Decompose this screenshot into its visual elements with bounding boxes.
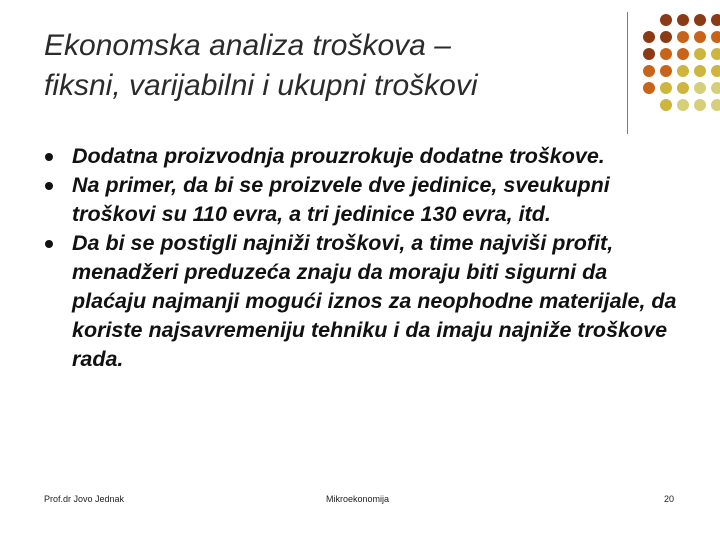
decorative-dot [711,14,720,26]
decorative-dot [711,99,720,111]
decorative-dot [643,82,655,94]
bullet-item [44,229,684,374]
bullet-text: Dodatna proizvodnja prouzrokuje dodatne troškove. [72,144,605,168]
decorative-dot [643,48,655,60]
title-line-1: Ekonomska analiza troškova – [44,29,451,62]
decorative-dot [694,31,706,43]
decorative-dot [677,14,689,26]
bullet-list [44,142,684,374]
decorative-dot [677,99,689,111]
footer-author: Prof.dr Jovo Jednak [44,494,125,504]
decorative-dot [660,65,672,77]
decorative-dot [660,48,672,60]
title-line-2: fiksni, varijabilni i ukupni troškovi [44,69,478,102]
decorative-dot [643,65,655,77]
decorative-dot [660,99,672,111]
footer-page-number: 20 [664,494,675,504]
decorative-dot [677,31,689,43]
decorative-dot [711,82,720,94]
slide-title [44,26,614,106]
bullet-dot-icon [45,182,53,190]
decorative-dot [694,99,706,111]
decorative-dot [643,31,655,43]
bullet-item [44,171,684,229]
decorative-dot [660,14,672,26]
bullet-text: Da bi se postigli najniži troškovi, a time najviši profit, menadžeri preduzeća znaju da moraju biti sigurni da plaćaju najmanji mogući iznos za neophodne materijale, da koriste najsavremeniju tehniku i da imaju najniže troškove rada. [72,231,677,371]
footer-course: Mikroekonomija [326,494,390,504]
bullet-dot-icon [45,240,53,248]
decorative-dot [677,82,689,94]
decorative-dot [677,65,689,77]
bullet-dot-icon [45,153,53,161]
decorative-dot [694,14,706,26]
decorative-dot [711,31,720,43]
decorative-dot [677,48,689,60]
decorative-dot [694,65,706,77]
decorative-dot [660,82,672,94]
decorative-dot [694,82,706,94]
title-divider [627,12,628,134]
decorative-dot [711,65,720,77]
decorative-dot [711,48,720,60]
decorative-dot [694,48,706,60]
bullet-text: Na primer, da bi se proizvele dve jedinice, sveukupni troškovi su 110 evra, a tri jedinice 130 evra, itd. [72,173,610,226]
decorative-dot [660,31,672,43]
bullet-item [44,142,684,171]
